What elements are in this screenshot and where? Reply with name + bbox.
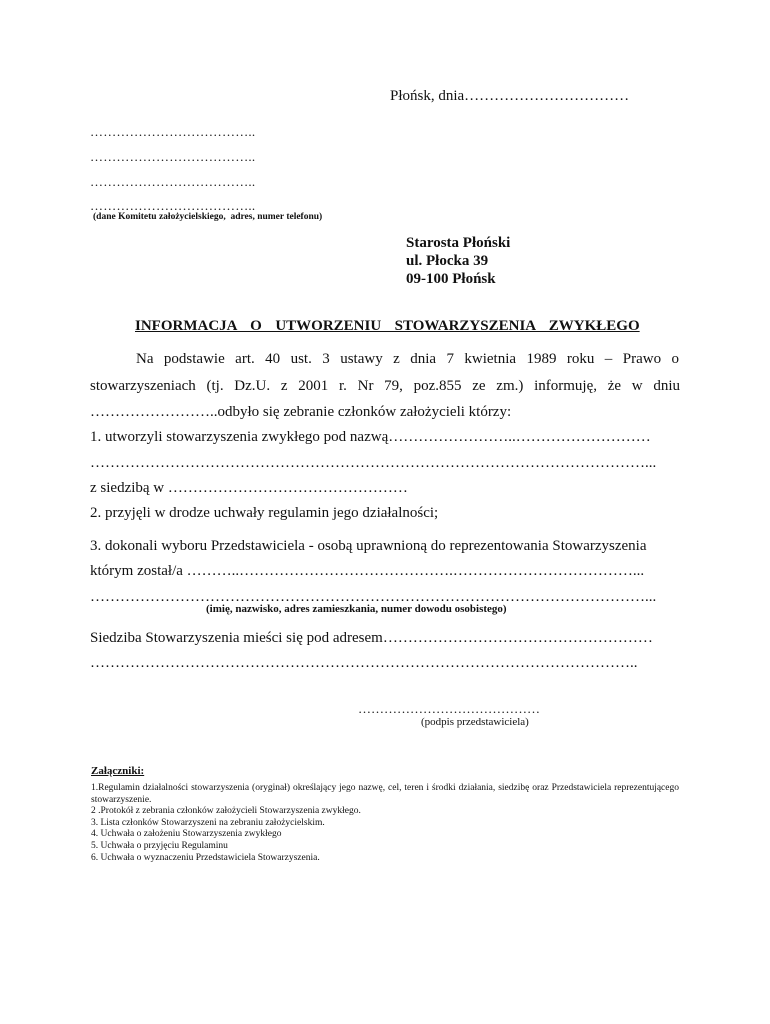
item-3-caption: (imię, nazwisko, adres zamieszkania, numer dowodu osobistego): [206, 603, 507, 615]
signature-label: (podpis przedstawiciela): [421, 716, 529, 728]
attachment-item: 4. Uchwała o założeniu Stowarzyszenia zwykłego: [91, 829, 282, 840]
sender-line-2: ………………………………..: [90, 149, 256, 164]
attachments-title: Załączniki:: [91, 765, 145, 777]
addressee-name: Starosta Płoński: [406, 235, 511, 251]
sender-line-1: ………………………………..: [90, 124, 256, 139]
place-date-field: Płońsk, dnia……………………………: [390, 88, 630, 104]
intro-line-2: stowarzyszeniach (tj. Dz.U. z 2001 r. Nr 79, poz.855 ze zm.) informuję, że w dniu: [90, 378, 680, 394]
item-1-seat: z siedzibą w …………………………………………: [90, 480, 408, 496]
attachment-item: 1.Regulamin działalności stowarzyszenia (oryginał) określający jego nazwę, cel, teren i środki działania, siedzibę oraz Przedstawiciela reprezentującego stowarzyszenie.: [91, 783, 679, 805]
addressee-city: 09-100 Płońsk: [406, 271, 496, 287]
signature-line: ……………………………………: [358, 701, 540, 716]
addressee-block: [406, 234, 510, 288]
sender-line-3: ………………………………..: [90, 174, 256, 189]
address-line-1: Siedziba Stowarzyszenia mieści się pod adresem………………………………………………: [90, 630, 653, 646]
item-1-name: 1. utworzyli stowarzyszenia zwykłego pod nazwą……………………..………………………: [90, 429, 651, 445]
document-title: INFORMACJA O UTWORZENIU STOWARZYSZENIA ZWYKŁEGO: [135, 318, 640, 334]
address-line-2: ………………………………………………………………………………………………..: [90, 655, 638, 671]
attachment-item: 5. Uchwała o przyjęciu Regulaminu: [91, 840, 228, 851]
addressee-street: ul. Płocka 39: [406, 253, 489, 269]
item-3-line-3: …………………………………………………………………………………………………...: [90, 589, 657, 605]
attachments-list: [91, 783, 679, 864]
attachment-item: 3. Lista członków Stowarzyszeni na zebraniu założycielskim.: [91, 817, 325, 828]
sender-line-4: ………………………………..: [90, 198, 256, 213]
item-2-regulations: 2. przyjęli w drodze uchwały regulamin jego działalności;: [90, 505, 439, 521]
item-1-continuation: …………………………………………………………………………………………………...: [90, 455, 657, 471]
attachment-item: 6. Uchwała o wyznaczeniu Przedstawiciela Stowarzyszenia.: [91, 852, 320, 863]
attachment-item: 2 .Protokół z zebrania członków założycieli Stowarzyszenia zwykłego.: [91, 806, 361, 817]
item-3-line-2: którym został/a ………..…………………………………….………………………………...: [90, 563, 645, 579]
intro-line-1: Na podstawie art. 40 ust. 3 ustawy z dnia 7 kwietnia 1989 roku – Prawo o: [136, 351, 679, 367]
item-3-line-1: 3. dokonali wyboru Przedstawiciela - osobą uprawnioną do reprezentowania Stowarzyszenia: [90, 538, 647, 554]
intro-line-3: ……………………..odbyło się zebranie członków założycieli którzy:: [90, 404, 512, 420]
sender-note: (dane Komitetu założycielskiego, adres, numer telefonu): [93, 212, 323, 222]
